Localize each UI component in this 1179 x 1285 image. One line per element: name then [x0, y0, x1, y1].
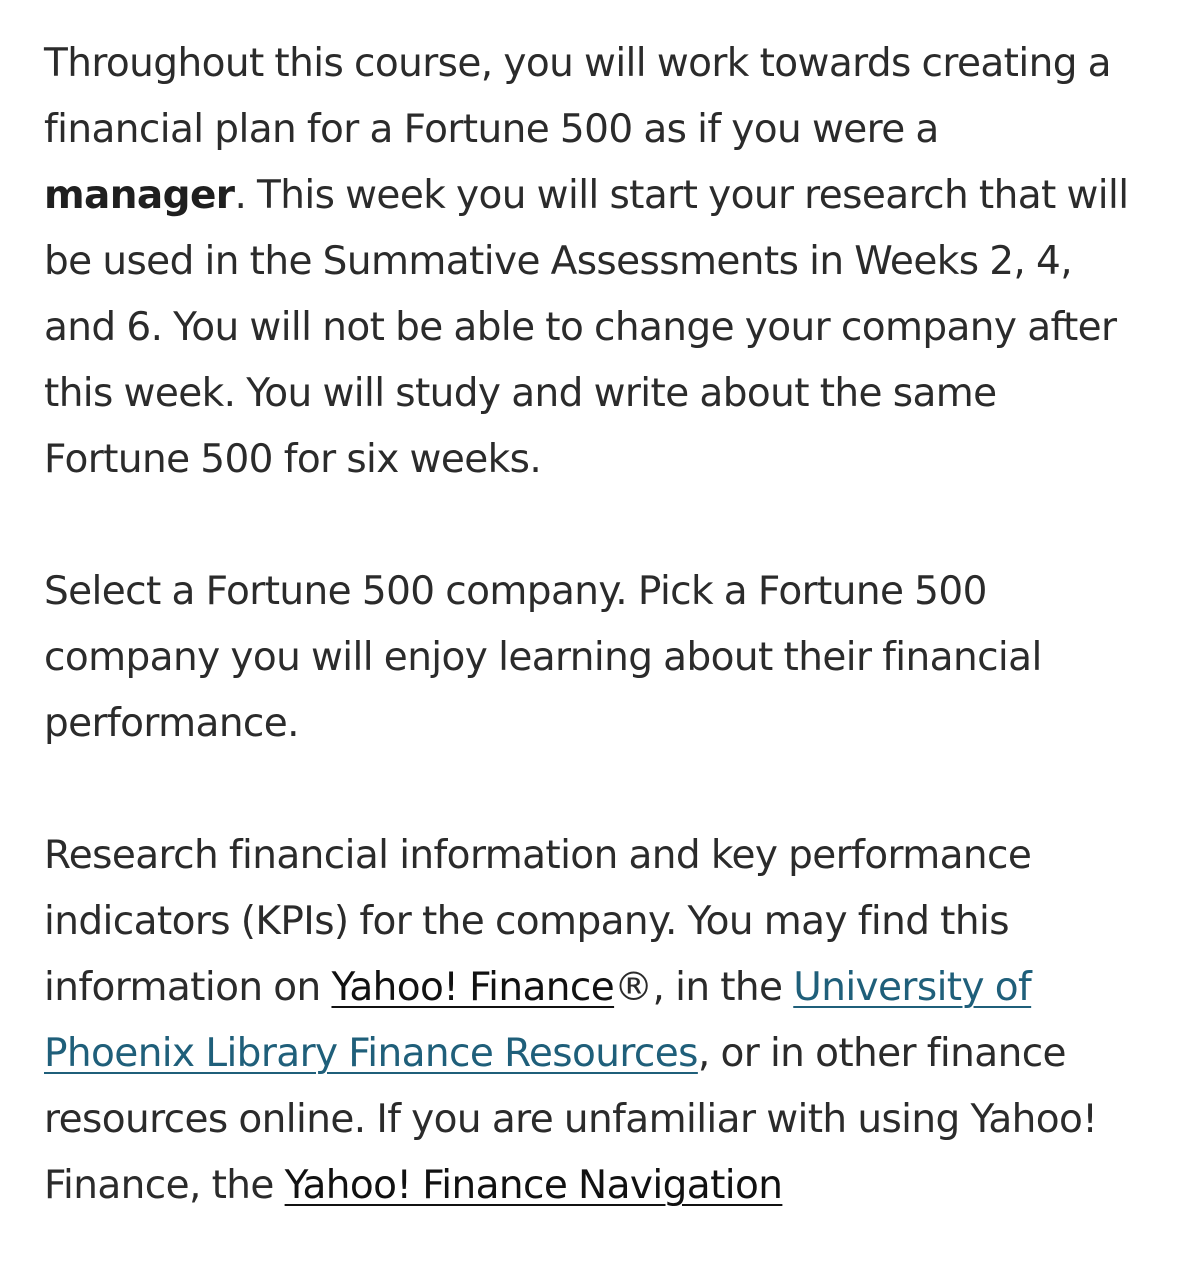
intro-text-end: . This week you will start your research that will be used in the Summative Assessments in Weeks 2, 4, and 6. You will not be able to change your company after this week. You will study and write about the same Fortune 500 for six weeks. [44, 173, 1129, 482]
select-company-text: Select a Fortune 500 company. Pick a Fortune 500 company you will enjoy learning about their financial performance. [44, 569, 1042, 746]
yahoo-finance-navigation-link[interactable]: Yahoo! Finance Navigation [284, 1163, 783, 1208]
intro-paragraph [44, 31, 1144, 493]
research-text-continued: , or in other finance resources online. If you are unfamiliar with using Yahoo! Finance, the [44, 1031, 1098, 1208]
intro-text-start: Throughout this course, you will work towards creating a financial plan for a Fortune 500 as if you were a [44, 41, 1111, 152]
research-paragraph [44, 823, 1144, 1219]
yahoo-finance-link[interactable]: Yahoo! Finance [331, 965, 615, 1010]
library-finance-resources-link[interactable]: University of Phoenix Library Finance Resources [44, 965, 1032, 1076]
select-company-paragraph [44, 559, 1144, 757]
research-text-start: Research financial information and key performance indicators (KPIs) for the company. You may find this information on [44, 833, 1032, 1010]
research-text-middle: ®, in the [614, 965, 794, 1010]
manager-emphasis: manager [44, 173, 235, 218]
assignment-instructions [44, 31, 1144, 1285]
